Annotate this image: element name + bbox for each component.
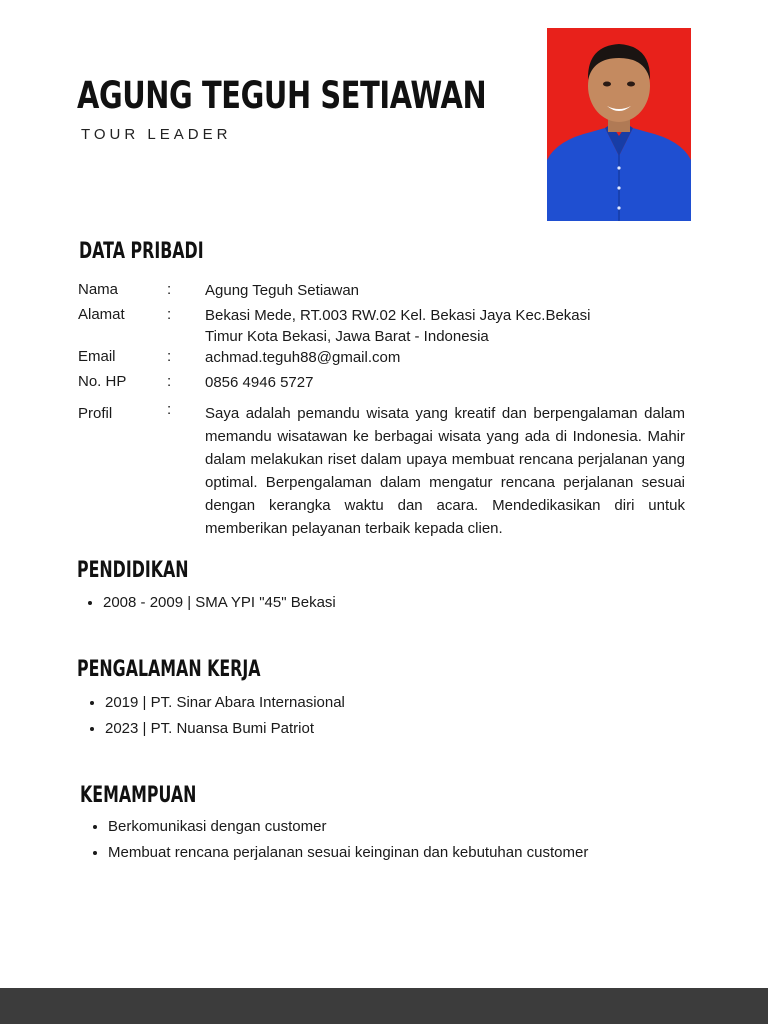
field-label: Alamat — [78, 306, 125, 323]
field-value-no-hp: 0856 4946 5727 — [205, 374, 314, 391]
pendidikan-list — [78, 590, 336, 616]
field-label: Nama — [78, 281, 119, 298]
pengalaman-list — [80, 690, 345, 742]
section-title-pengalaman-kerja: PENGALAMAN KERJA — [77, 657, 261, 682]
field-colon: : — [167, 373, 172, 390]
field-label: Profil — [78, 405, 113, 422]
field-value-alamat-line-2: Timur Kota Bekasi, Jawa Barat - Indonesia — [205, 328, 489, 345]
kemampuan-list — [83, 814, 588, 866]
person-portrait — [547, 28, 691, 221]
field-colon: : — [167, 281, 172, 298]
list-item: • 2019 | PT. Sinar Abara Internasional — [105, 690, 345, 716]
field-value-nama: Agung Teguh Setiawan — [205, 282, 360, 299]
section-title-data-pribadi: DATA PRIBADI — [79, 239, 204, 264]
field-colon: : — [167, 348, 172, 365]
list-item: • 2023 | PT. Nuansa Bumi Patriot — [105, 716, 345, 742]
field-label: Email — [78, 348, 116, 365]
list-item: • Berkomunikasi dengan customer — [108, 814, 588, 840]
field-colon: : — [167, 306, 172, 323]
profile-photo — [547, 28, 691, 221]
field-value-profil: Saya adalah pemandu wisata yang kreatif dan berpengalaman dalam memandu wisatawan ke berbagai wisata yang ada di Indonesia. Mahir dalam melakukan riset dalam upaya membuat rencana perjalanan yang optimal. Berpengalaman dalam mengatur rencana perjalanan sesuai dengan kerangka waktu dan acara. Mendedikasikan diri untuk memberikan pelayanan terbaik kepada clien. — [205, 405, 685, 537]
field-colon: : — [167, 401, 172, 418]
field-value-alamat-line-1: Bekasi Mede, RT.003 RW.02 Kel. Bekasi Jaya Kec.Bekasi — [205, 307, 591, 324]
list-item: • Membuat rencana perjalanan sesuai keinginan dan kebutuhan customer — [108, 840, 588, 866]
candidate-name: AGUNG TEGUH SETIAWAN — [77, 74, 487, 117]
section-title-kemampuan: KEMAMPUAN — [80, 783, 197, 808]
field-value-email: achmad.teguh88@gmail.com — [205, 349, 401, 366]
section-title-pendidikan: PENDIDIKAN — [77, 558, 189, 583]
job-title: TOUR LEADER — [81, 126, 232, 143]
field-label: No. HP — [78, 373, 127, 390]
list-item: • 2008 - 2009 | SMA YPI "45" Bekasi — [103, 590, 336, 616]
footer-bar — [0, 988, 768, 1024]
